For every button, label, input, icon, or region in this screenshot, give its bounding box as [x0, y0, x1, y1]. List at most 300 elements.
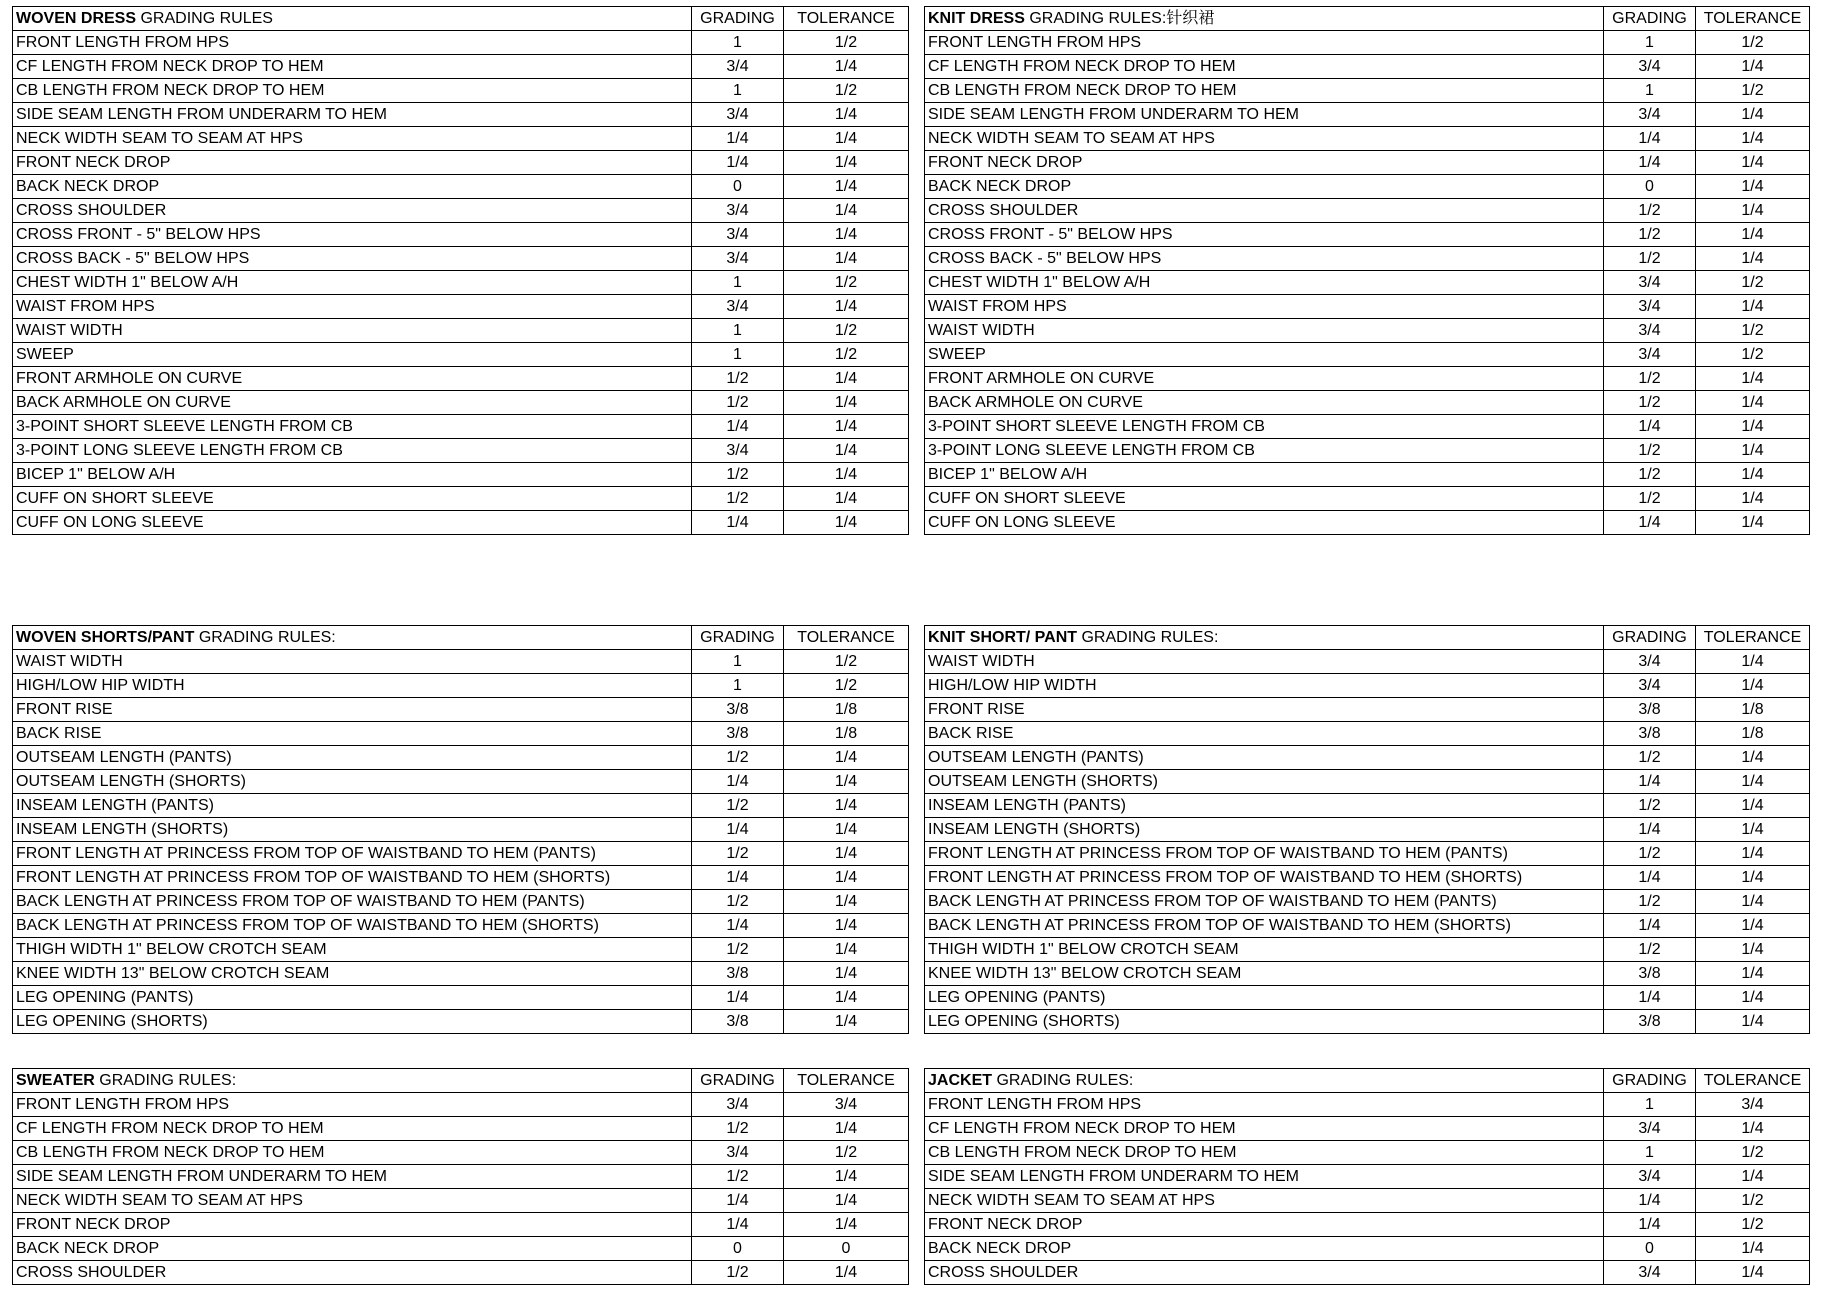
table-row: [13, 914, 909, 938]
measurement-name: LEG OPENING (PANTS): [925, 986, 1604, 1010]
measurement-name: CF LENGTH FROM NECK DROP TO HEM: [925, 1117, 1604, 1141]
table-row: [13, 770, 909, 794]
measurement-name: CROSS BACK - 5" BELOW HPS: [925, 247, 1604, 271]
table-row: [13, 1010, 909, 1034]
measurement-name: CF LENGTH FROM NECK DROP TO HEM: [925, 55, 1604, 79]
tolerance-value: 1/4: [784, 439, 909, 463]
woven-shorts-pant-table: [12, 625, 909, 1034]
tolerance-value: 1/8: [784, 722, 909, 746]
measurement-name: WAIST WIDTH: [925, 650, 1604, 674]
table-row: [13, 511, 909, 535]
grading-value: 3/8: [1604, 698, 1696, 722]
grading-value: 1/4: [1604, 151, 1696, 175]
table-title-rest: GRADING RULES:: [94, 1071, 237, 1089]
measurement-name: CF LENGTH FROM NECK DROP TO HEM: [13, 55, 692, 79]
table-row: [925, 487, 1810, 511]
table-row: [925, 247, 1810, 271]
table-row: [925, 103, 1810, 127]
measurement-name: BACK LENGTH AT PRINCESS FROM TOP OF WAISTBAND TO HEM (PANTS): [13, 890, 692, 914]
table-header-row: [925, 626, 1810, 650]
grading-value: 1: [1604, 79, 1696, 103]
tolerance-value: 1/2: [784, 319, 909, 343]
measurement-name: BACK NECK DROP: [13, 175, 692, 199]
tolerance-header: TOLERANCE: [784, 1069, 909, 1093]
tolerance-value: 1/4: [1696, 1261, 1810, 1285]
tolerance-value: 1/4: [784, 415, 909, 439]
grading-value: 1/2: [692, 842, 784, 866]
grading-value: 1/2: [692, 487, 784, 511]
tolerance-value: 1/2: [784, 31, 909, 55]
grading-value: 1: [692, 674, 784, 698]
measurement-name: CUFF ON SHORT SLEEVE: [13, 487, 692, 511]
grading-value: 1/2: [1604, 842, 1696, 866]
grading-value: 3/4: [1604, 1261, 1696, 1285]
tolerance-value: 1/4: [784, 962, 909, 986]
measurement-name: BACK LENGTH AT PRINCESS FROM TOP OF WAISTBAND TO HEM (SHORTS): [925, 914, 1604, 938]
grading-value: 3/4: [692, 55, 784, 79]
grading-value: 1/2: [1604, 938, 1696, 962]
grading-header: GRADING: [692, 7, 784, 31]
table-row: [925, 866, 1810, 890]
table-row: [13, 271, 909, 295]
table-title-rest: GRADING RULES:针织裙: [1024, 9, 1215, 27]
table-row: [13, 247, 909, 271]
tolerance-header: TOLERANCE: [1696, 7, 1810, 31]
tolerance-value: 1/4: [1696, 151, 1810, 175]
grading-value: 3/4: [692, 1093, 784, 1117]
grading-value: 3/8: [1604, 722, 1696, 746]
tolerance-value: 1/4: [784, 487, 909, 511]
table-row: [13, 463, 909, 487]
measurement-name: BACK ARMHOLE ON CURVE: [925, 391, 1604, 415]
table-title-bold: WOVEN SHORTS/PANT: [16, 628, 195, 646]
table-row: [925, 463, 1810, 487]
grading-value: 3/4: [1604, 650, 1696, 674]
grading-value: 3/8: [692, 698, 784, 722]
table-row: [925, 175, 1810, 199]
table-row: [925, 343, 1810, 367]
table-row: [925, 938, 1810, 962]
table-row: [13, 151, 909, 175]
tolerance-value: 1/4: [1696, 367, 1810, 391]
table-row: [13, 818, 909, 842]
table-title-rest: GRADING RULES:: [1077, 628, 1219, 646]
tolerance-value: 1/8: [1696, 722, 1810, 746]
table-row: [13, 1261, 909, 1285]
table-row: [13, 103, 909, 127]
grading-value: 1/2: [1604, 890, 1696, 914]
grading-value: 1/4: [1604, 986, 1696, 1010]
grading-value: 3/4: [1604, 55, 1696, 79]
table-row: [925, 1213, 1810, 1237]
table-row: [925, 439, 1810, 463]
measurement-name: CB LENGTH FROM NECK DROP TO HEM: [925, 1141, 1604, 1165]
table-row: [13, 1189, 909, 1213]
table-row: [925, 698, 1810, 722]
grading-value: 1: [692, 31, 784, 55]
tolerance-value: 1/4: [1696, 986, 1810, 1010]
tolerance-value: 1/4: [784, 1165, 909, 1189]
table-header-row: [925, 1069, 1810, 1093]
table-row: [13, 674, 909, 698]
grading-value: 3/4: [692, 295, 784, 319]
measurement-name: 3-POINT SHORT SLEEVE LENGTH FROM CB: [925, 415, 1604, 439]
woven-dress-table: [12, 6, 909, 535]
tolerance-value: 1/4: [784, 986, 909, 1010]
table-row: [13, 415, 909, 439]
table-row: [925, 199, 1810, 223]
grading-value: 1/2: [1604, 746, 1696, 770]
table-row: [925, 79, 1810, 103]
measurement-name: FRONT NECK DROP: [13, 1213, 692, 1237]
tolerance-value: 1/4: [1696, 247, 1810, 271]
grading-header: GRADING: [1604, 7, 1696, 31]
grading-value: 1/2: [692, 746, 784, 770]
measurement-name: FRONT NECK DROP: [13, 151, 692, 175]
tolerance-value: 1/2: [1696, 1141, 1810, 1165]
tolerance-value: 1/4: [784, 794, 909, 818]
table-row: [13, 650, 909, 674]
measurement-name: FRONT ARMHOLE ON CURVE: [13, 367, 692, 391]
grading-value: 1: [692, 650, 784, 674]
tolerance-value: 1/2: [784, 271, 909, 295]
measurement-name: BACK LENGTH AT PRINCESS FROM TOP OF WAISTBAND TO HEM (PANTS): [925, 890, 1604, 914]
tolerance-value: 1/2: [1696, 1213, 1810, 1237]
grading-value: 1: [692, 271, 784, 295]
grading-value: 1: [692, 79, 784, 103]
table-row: [13, 698, 909, 722]
tolerance-value: 1/4: [1696, 746, 1810, 770]
measurement-name: CUFF ON LONG SLEEVE: [925, 511, 1604, 535]
table-title: [925, 626, 1604, 650]
grading-value: 1/2: [692, 938, 784, 962]
table-row: [13, 722, 909, 746]
measurement-name: INSEAM LENGTH (PANTS): [925, 794, 1604, 818]
grading-header: GRADING: [692, 626, 784, 650]
table-title-rest: GRADING RULES: [136, 9, 273, 27]
tolerance-value: 1/4: [784, 175, 909, 199]
tolerance-value: 1/8: [1696, 698, 1810, 722]
tolerance-value: 1/4: [1696, 55, 1810, 79]
table-row: [925, 986, 1810, 1010]
table-title-bold: JACKET: [928, 1071, 993, 1089]
grading-value: 3/4: [692, 247, 784, 271]
grading-value: 3/8: [1604, 1010, 1696, 1034]
table-row: [13, 79, 909, 103]
measurement-name: FRONT LENGTH FROM HPS: [13, 1093, 692, 1117]
grading-value: 1/4: [692, 1189, 784, 1213]
tolerance-value: 1/4: [1696, 175, 1810, 199]
table-row: [925, 1237, 1810, 1261]
tolerance-value: 1/4: [1696, 842, 1810, 866]
measurement-name: SWEEP: [925, 343, 1604, 367]
measurement-name: FRONT LENGTH AT PRINCESS FROM TOP OF WAISTBAND TO HEM (SHORTS): [925, 866, 1604, 890]
grading-value: 1/4: [692, 1213, 784, 1237]
measurement-name: WAIST WIDTH: [13, 319, 692, 343]
table-title-rest: GRADING RULES:: [992, 1071, 1134, 1089]
table-title-bold: WOVEN DRESS: [16, 9, 137, 27]
table-row: [13, 866, 909, 890]
grading-value: 1/4: [1604, 1189, 1696, 1213]
tolerance-value: 1/4: [1696, 938, 1810, 962]
table-row: [13, 986, 909, 1010]
table-row: [13, 794, 909, 818]
measurement-name: NECK WIDTH SEAM TO SEAM AT HPS: [925, 127, 1604, 151]
grading-value: 1/4: [692, 415, 784, 439]
tolerance-value: 1/4: [1696, 127, 1810, 151]
measurement-name: CUFF ON LONG SLEEVE: [13, 511, 692, 535]
tolerance-value: 1/4: [784, 151, 909, 175]
grading-value: 0: [1604, 175, 1696, 199]
measurement-name: CF LENGTH FROM NECK DROP TO HEM: [13, 1117, 692, 1141]
tolerance-value: 1/4: [1696, 223, 1810, 247]
tolerance-value: 1/4: [1696, 295, 1810, 319]
tolerance-value: 1/4: [1696, 103, 1810, 127]
grading-value: 1/4: [692, 511, 784, 535]
measurement-name: KNEE WIDTH 13" BELOW CROTCH SEAM: [925, 962, 1604, 986]
knit-short-pant-table: [924, 625, 1810, 1034]
tolerance-value: 1/4: [1696, 463, 1810, 487]
measurement-name: CROSS FRONT - 5" BELOW HPS: [925, 223, 1604, 247]
measurement-name: NECK WIDTH SEAM TO SEAM AT HPS: [13, 127, 692, 151]
tolerance-value: 1/4: [1696, 650, 1810, 674]
tolerance-value: 1/2: [1696, 1189, 1810, 1213]
measurement-name: SIDE SEAM LENGTH FROM UNDERARM TO HEM: [13, 1165, 692, 1189]
measurement-name: CROSS SHOULDER: [13, 199, 692, 223]
table-row: [13, 367, 909, 391]
grading-value: 0: [692, 175, 784, 199]
table-row: [925, 31, 1810, 55]
measurement-name: OUTSEAM LENGTH (SHORTS): [13, 770, 692, 794]
table-title-bold: KNIT SHORT/ PANT: [928, 628, 1078, 646]
table-row: [13, 746, 909, 770]
tolerance-value: 1/4: [1696, 439, 1810, 463]
measurement-name: BICEP 1" BELOW A/H: [925, 463, 1604, 487]
grading-value: 3/8: [692, 1010, 784, 1034]
tolerance-value: 1/4: [784, 770, 909, 794]
tolerance-value: 1/4: [784, 890, 909, 914]
table-row: [925, 770, 1810, 794]
tolerance-value: 1/4: [784, 247, 909, 271]
measurement-name: CB LENGTH FROM NECK DROP TO HEM: [13, 1141, 692, 1165]
measurement-name: CB LENGTH FROM NECK DROP TO HEM: [13, 79, 692, 103]
table-row: [925, 746, 1810, 770]
grading-value: 1: [1604, 1093, 1696, 1117]
measurement-name: KNEE WIDTH 13" BELOW CROTCH SEAM: [13, 962, 692, 986]
measurement-name: BACK LENGTH AT PRINCESS FROM TOP OF WAISTBAND TO HEM (SHORTS): [13, 914, 692, 938]
measurement-name: 3-POINT LONG SLEEVE LENGTH FROM CB: [13, 439, 692, 463]
measurement-name: OUTSEAM LENGTH (SHORTS): [925, 770, 1604, 794]
table-row: [13, 1093, 909, 1117]
table-row: [925, 319, 1810, 343]
table-title-bold: KNIT DRESS: [928, 9, 1025, 27]
grading-value: 3/4: [1604, 295, 1696, 319]
measurement-name: SIDE SEAM LENGTH FROM UNDERARM TO HEM: [13, 103, 692, 127]
tolerance-value: 1/4: [1696, 391, 1810, 415]
grading-header: GRADING: [1604, 626, 1696, 650]
tolerance-value: 1/4: [784, 103, 909, 127]
tolerance-value: 0: [784, 1237, 909, 1261]
tolerance-value: 1/2: [1696, 31, 1810, 55]
grading-value: 1/4: [1604, 511, 1696, 535]
table-row: [13, 319, 909, 343]
grading-value: 0: [1604, 1237, 1696, 1261]
measurement-name: INSEAM LENGTH (SHORTS): [13, 818, 692, 842]
table-row: [13, 487, 909, 511]
measurement-name: BACK ARMHOLE ON CURVE: [13, 391, 692, 415]
table-row: [13, 127, 909, 151]
table-row: [925, 511, 1810, 535]
table-row: [13, 175, 909, 199]
table-row: [13, 31, 909, 55]
table-title: [13, 626, 692, 650]
table-row: [925, 1261, 1810, 1285]
table-title: [13, 7, 692, 31]
table-row: [925, 223, 1810, 247]
tolerance-value: 1/2: [1696, 343, 1810, 367]
grading-value: 1/4: [692, 151, 784, 175]
measurement-name: 3-POINT LONG SLEEVE LENGTH FROM CB: [925, 439, 1604, 463]
measurement-name: SIDE SEAM LENGTH FROM UNDERARM TO HEM: [925, 1165, 1604, 1189]
table-row: [13, 223, 909, 247]
tolerance-value: 1/2: [1696, 79, 1810, 103]
measurement-name: FRONT LENGTH AT PRINCESS FROM TOP OF WAISTBAND TO HEM (PANTS): [925, 842, 1604, 866]
table-row: [925, 271, 1810, 295]
table-title: [925, 1069, 1604, 1093]
tolerance-value: 1/4: [784, 914, 909, 938]
measurement-name: LEG OPENING (SHORTS): [925, 1010, 1604, 1034]
measurement-name: FRONT LENGTH FROM HPS: [13, 31, 692, 55]
table-title-rest: GRADING RULES:: [194, 628, 336, 646]
table-row: [925, 650, 1810, 674]
measurement-name: CHEST WIDTH 1" BELOW A/H: [925, 271, 1604, 295]
grading-value: 1/4: [692, 770, 784, 794]
tolerance-value: 1/4: [1696, 962, 1810, 986]
tolerance-value: 1/4: [1696, 1117, 1810, 1141]
tolerance-value: 1/4: [784, 842, 909, 866]
grading-value: 1/2: [1604, 487, 1696, 511]
measurement-name: WAIST FROM HPS: [13, 295, 692, 319]
table-header-row: [13, 1069, 909, 1093]
tolerance-value: 1/4: [784, 463, 909, 487]
measurement-name: HIGH/LOW HIP WIDTH: [925, 674, 1604, 698]
tolerance-value: 1/2: [1696, 319, 1810, 343]
tolerance-value: 1/4: [784, 511, 909, 535]
tolerance-value: 1/4: [1696, 890, 1810, 914]
measurement-name: NECK WIDTH SEAM TO SEAM AT HPS: [13, 1189, 692, 1213]
grading-value: 1/4: [1604, 127, 1696, 151]
table-row: [925, 722, 1810, 746]
tolerance-value: 1/2: [784, 79, 909, 103]
table-row: [925, 1141, 1810, 1165]
table-row: [925, 127, 1810, 151]
tolerance-value: 1/4: [784, 746, 909, 770]
table-row: [13, 343, 909, 367]
grading-value: 1/2: [1604, 794, 1696, 818]
tolerance-value: 1/4: [784, 55, 909, 79]
grading-value: 1/2: [692, 367, 784, 391]
grading-value: 0: [692, 1237, 784, 1261]
measurement-name: HIGH/LOW HIP WIDTH: [13, 674, 692, 698]
table-row: [13, 439, 909, 463]
grading-value: 1: [1604, 1141, 1696, 1165]
tolerance-value: 1/4: [784, 938, 909, 962]
grading-value: 1/4: [1604, 818, 1696, 842]
table-title: [925, 7, 1604, 31]
tolerance-value: 1/4: [784, 818, 909, 842]
grading-header: GRADING: [692, 1069, 784, 1093]
grading-value: 3/4: [1604, 1165, 1696, 1189]
measurement-name: CB LENGTH FROM NECK DROP TO HEM: [925, 79, 1604, 103]
table-row: [925, 55, 1810, 79]
grading-value: 1: [692, 319, 784, 343]
table-title-bold: SWEATER: [16, 1071, 95, 1089]
tolerance-value: 1/4: [1696, 487, 1810, 511]
measurement-name: CHEST WIDTH 1" BELOW A/H: [13, 271, 692, 295]
table-row: [925, 1165, 1810, 1189]
grading-value: 1/2: [1604, 367, 1696, 391]
table-row: [13, 55, 909, 79]
measurement-name: INSEAM LENGTH (PANTS): [13, 794, 692, 818]
measurement-name: FRONT ARMHOLE ON CURVE: [925, 367, 1604, 391]
grading-value: 1/4: [1604, 914, 1696, 938]
tolerance-value: 1/4: [784, 295, 909, 319]
tolerance-value: 3/4: [1696, 1093, 1810, 1117]
measurement-name: INSEAM LENGTH (SHORTS): [925, 818, 1604, 842]
table-row: [925, 1093, 1810, 1117]
tolerance-value: 3/4: [784, 1093, 909, 1117]
grading-value: 1/2: [1604, 463, 1696, 487]
grading-value: 1/2: [692, 1117, 784, 1141]
measurement-name: FRONT RISE: [13, 698, 692, 722]
tolerance-value: 1/4: [784, 1010, 909, 1034]
measurement-name: THIGH WIDTH 1" BELOW CROTCH SEAM: [925, 938, 1604, 962]
table-row: [13, 295, 909, 319]
table-row: [925, 295, 1810, 319]
table-row: [925, 1117, 1810, 1141]
tolerance-value: 1/4: [1696, 794, 1810, 818]
table-row: [925, 794, 1810, 818]
grading-value: 1/4: [692, 914, 784, 938]
grading-value: 1/4: [1604, 866, 1696, 890]
measurement-name: CROSS FRONT - 5" BELOW HPS: [13, 223, 692, 247]
measurement-name: FRONT RISE: [925, 698, 1604, 722]
grading-value: 1: [1604, 31, 1696, 55]
table-row: [13, 842, 909, 866]
table-title: [13, 1069, 692, 1093]
grading-value: 1/2: [692, 463, 784, 487]
grading-value: 3/4: [692, 1141, 784, 1165]
table-header-row: [925, 7, 1810, 31]
tolerance-value: 1/2: [784, 674, 909, 698]
grading-value: 1/2: [1604, 247, 1696, 271]
measurement-name: OUTSEAM LENGTH (PANTS): [925, 746, 1604, 770]
grading-value: 3/4: [692, 223, 784, 247]
table-row: [925, 367, 1810, 391]
knit-dress-table: [924, 6, 1810, 535]
table-row: [13, 1165, 909, 1189]
table-row: [925, 151, 1810, 175]
table-row: [925, 1189, 1810, 1213]
tolerance-value: 1/4: [784, 199, 909, 223]
grading-value: 1/2: [1604, 223, 1696, 247]
table-row: [925, 818, 1810, 842]
grading-value: 3/8: [692, 962, 784, 986]
measurement-name: CROSS SHOULDER: [925, 199, 1604, 223]
table-header-row: [13, 7, 909, 31]
grading-value: 3/4: [692, 103, 784, 127]
table-row: [13, 1213, 909, 1237]
